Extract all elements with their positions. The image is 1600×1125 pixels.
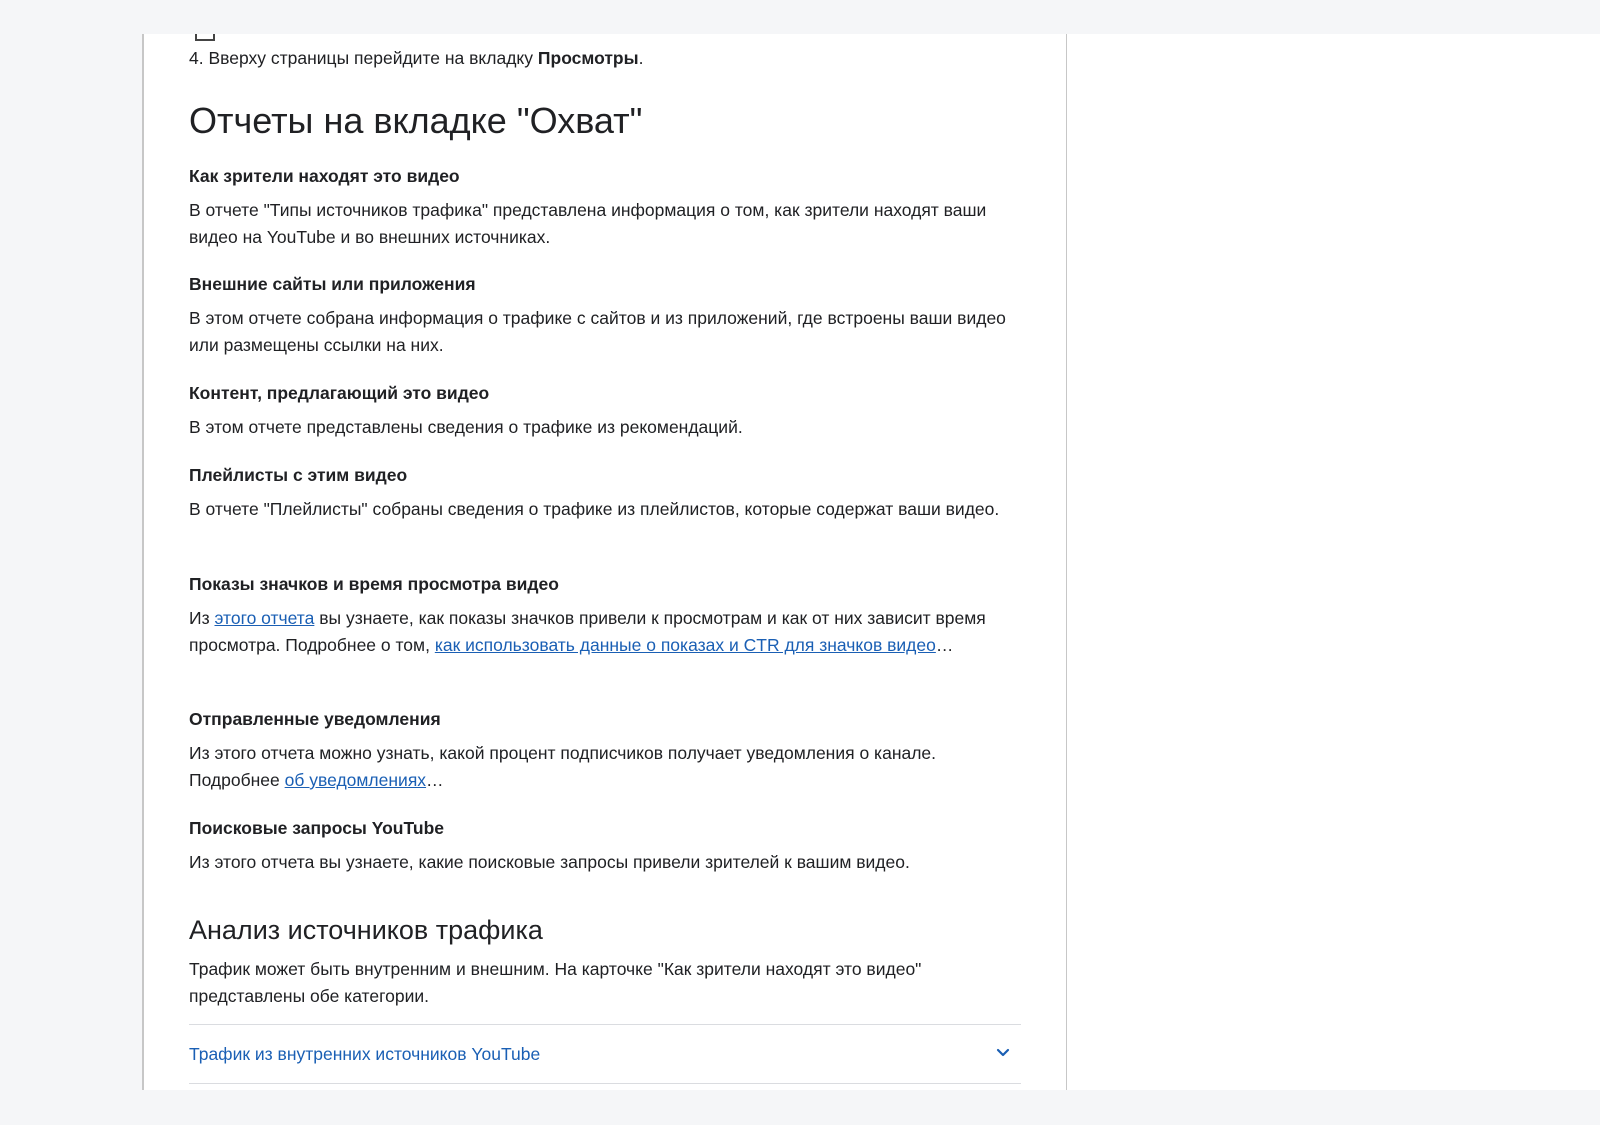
section-text: Из этого отчета вы узнаете, какие поисковые запросы привели зрителей к вашим видео. (189, 852, 910, 872)
partial-step-3 (189, 34, 215, 42)
section-title: Внешние сайты или приложения (189, 274, 476, 294)
text-fragment: … (426, 770, 444, 790)
section-text: В отчете "Типы источников трафика" представлена информация о том, как зрители находят ваши видео на YouTube и во внешних источниках. (189, 200, 987, 247)
section-title: Показы значков и время просмотра видео (189, 574, 559, 594)
internal-traffic-accordion[interactable] (189, 1024, 1021, 1084)
section-text: В этом отчете представлены сведения о трафике из рекомендаций. (189, 417, 743, 437)
step-4 (189, 46, 643, 70)
article-panel (142, 34, 1068, 1090)
section-youtube-search (189, 816, 1021, 876)
top-bar (0, 0, 1600, 34)
section-playlists (189, 463, 1021, 523)
right-side-area (1067, 34, 1600, 1090)
section-text (189, 605, 1021, 659)
text-fragment: вы узнаете, как показы значков привели к просмотрам и как от них зависит время просмотра. Подробнее о том, (189, 608, 986, 655)
text-fragment: Из (189, 608, 210, 628)
step-4-text: Вверху страницы перейдите на вкладку (208, 48, 534, 68)
notifications-link[interactable]: об уведомлениях (284, 770, 427, 790)
page-title: Отчеты на вкладке "Охват" (189, 100, 643, 141)
section-notifications (189, 707, 1021, 794)
step-4-bold: Просмотры (537, 48, 639, 68)
section-title: Контент, предлагающий это видео (189, 383, 490, 403)
section-text: В отчете "Плейлисты" собраны сведения о трафике из плейлистов, которые содержат ваши видео. (189, 499, 1000, 519)
bottom-bar (0, 1090, 1600, 1125)
step-4-number: 4. (189, 48, 204, 68)
inbox-icon (195, 34, 215, 41)
traffic-analysis-title: Анализ источников трафика (189, 915, 543, 945)
section-suggesting-content (189, 381, 1021, 441)
section-title: Поисковые запросы YouTube (189, 818, 444, 838)
accordion-label[interactable]: Трафик из внутренних источников YouTube (189, 1044, 541, 1064)
section-title: Плейлисты с этим видео (189, 465, 408, 485)
section-viewers-find (189, 164, 1021, 251)
section-text: В этом отчете собрана информация о трафике с сайтов и из приложений, где встроены ваши видео или размещены ссылки на них. (189, 308, 1006, 355)
step-4-end: . (638, 48, 644, 68)
ctr-thumbnails-link[interactable]: как использовать данные о показах и CTR для значков видео (434, 635, 936, 655)
section-impressions (189, 572, 1021, 659)
text-fragment: … (935, 635, 954, 655)
traffic-analysis-text: Трафик может быть внутренним и внешним. На карточке "Как зрители находят это видео" представлены обе категории. (189, 959, 922, 1006)
section-text (189, 740, 1021, 794)
section-title: Отправленные уведомления (189, 709, 441, 729)
section-external-sites (189, 272, 1021, 359)
chevron-down-icon[interactable] (993, 1043, 1013, 1063)
this-report-link[interactable]: этого отчета (214, 608, 315, 628)
section-title: Как зрители находят это видео (189, 166, 460, 186)
text-fragment: Из этого отчета можно узнать, какой процент подписчиков получает уведомления о канале. Подробнее (189, 743, 937, 790)
